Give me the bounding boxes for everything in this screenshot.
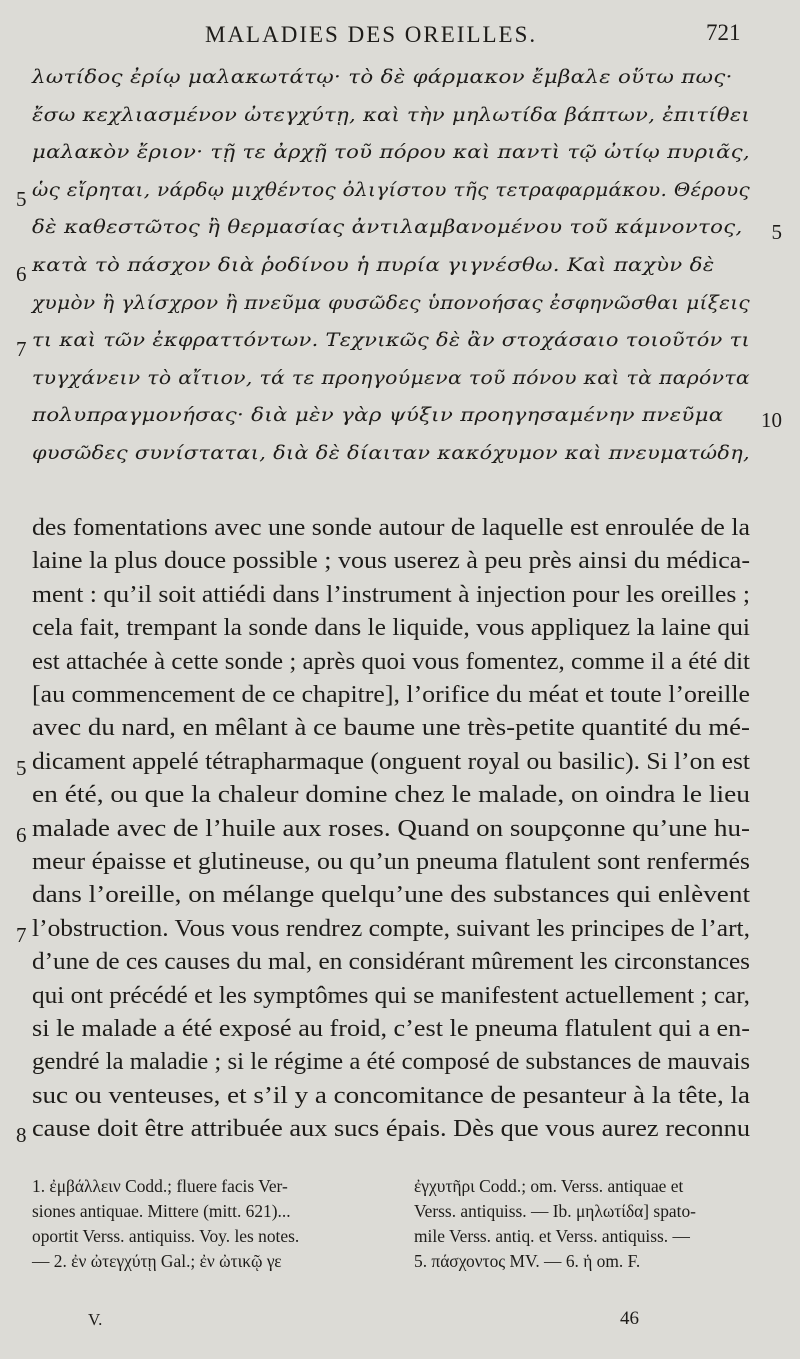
french-line-text: avec du nard, en mêlant à ce baume une très-petite quantité du mé-	[32, 714, 750, 742]
french-line-text: meur épaisse et glutineuse, ou qu’un pneuma flatulent sont renfermés	[32, 848, 751, 875]
line-marker-left: 5	[16, 186, 27, 211]
greek-line-text: ἔσω κεχλιασμένον ὠτεγχύτῃ, καὶ τὴν μηλωτίδα βάπτων, ἐπιτίθει	[32, 103, 750, 126]
french-line-text: ment : qu’il soit attiédi dans l’instrument à injection pour les oreilles ;	[32, 580, 751, 608]
french-line-text: dans l’oreille, on mélange quelqu’une des substances qui enlèvent	[32, 881, 750, 909]
footnotes-left-column	[32, 1176, 402, 1276]
french-line-text: dicament appelé tétrapharmaque (onguent royal ou basilic). Si l’on est	[32, 747, 750, 775]
footnote-line: siones antiquae. Mittere (mitt. 621)...	[32, 1201, 291, 1221]
french-line-text: des fomentations avec une sonde autour de laquelle est enroulée de la	[32, 514, 750, 541]
greek-line	[0, 254, 800, 288]
footnote-line: 5. πάσχοντος MV. — 6. ἡ om. F.	[414, 1251, 641, 1271]
french-line-text: d’une de ces causes du mal, en considérant mûrement les circonstances	[32, 948, 750, 976]
french-line-text: gendré la maladie ; si le régime a été composé de substances de mauvais	[32, 1048, 750, 1076]
greek-line	[0, 292, 800, 326]
greek-line-text: δὲ καθεστῶτος ἢ θερμασίας ἀντιλαμβανομένου τοῦ κάμνοντος,	[32, 216, 743, 239]
french-line	[0, 948, 800, 982]
french-line	[0, 1015, 800, 1049]
greek-line-text: κατὰ τὸ πάσχον διὰ ῥοδίνου ἡ πυρία γιγνέσθω. Καὶ παχὺν δὲ	[32, 254, 715, 276]
line-marker-left: 7	[16, 337, 27, 362]
french-line	[0, 1048, 800, 1082]
french-line-text: si le malade a été exposé au froid, c’est le pneuma flatulent qui a en-	[32, 1015, 750, 1042]
greek-line-text: χυμὸν ἢ γλίσχρον ἢ πνεῦμα φυσῶδες ὑπονοήσας ἐσφηνῶσθαι μίξεις	[32, 291, 750, 314]
greek-line	[0, 66, 800, 100]
french-line-text: suc ou venteuses, et s’il y a concomitance de pesanteur à la tête, la	[32, 1081, 751, 1109]
footnote-line: ἐγχυτῆρι Codd.; om. Verss. antiquae et	[414, 1176, 684, 1196]
greek-line	[0, 104, 800, 138]
line-marker-left: 6	[16, 262, 27, 286]
greek-line	[0, 141, 800, 175]
page-footer	[0, 1306, 800, 1336]
french-line-text: en été, ou que la chaleur domine chez le malade, on oindra le lieu	[32, 781, 750, 809]
french-line-text: laine la plus douce possible ; vous userez à peu près ainsi du médica-	[32, 547, 750, 575]
greek-line-text: λωτίδος ἐρίῳ μαλακωτάτῳ· τὸ δὲ φάρμακον ἔμβαλε οὕτω πως·	[32, 66, 733, 88]
greek-line	[0, 404, 800, 438]
greek-line-text: μαλακὸν ἔριον· τῇ τε ἀρχῇ τοῦ πόρου καὶ παντὶ τῷ ὠτίῳ πυριᾶς,	[32, 141, 750, 164]
running-title: MALADIES DES OREILLES.	[205, 22, 538, 47]
line-marker-left: 5	[16, 755, 27, 780]
greek-line	[0, 329, 800, 363]
french-line-text: cela fait, trempant la sonde dans le liquide, vous appliquez la laine qui	[32, 614, 750, 642]
sheet-number: 46	[620, 1308, 639, 1329]
footnote-line: — 2. ἐν ὠτεγχύτῃ Gal.; ἐν ὠτικῷ γε	[32, 1251, 282, 1271]
french-line	[0, 915, 800, 949]
greek-line	[0, 367, 800, 401]
signature-mark: V.	[88, 1310, 103, 1329]
greek-line-text: τυγχάνειν τὸ αἴτιον, τά τε προηγούμενα τοῦ πόνου καὶ τὰ παρόντα	[32, 366, 750, 389]
french-line	[0, 547, 800, 581]
french-line	[0, 648, 800, 682]
footnote-line: oportit Verss. antiquiss. Voy. les notes.	[32, 1226, 300, 1246]
french-line-text: l’obstruction. Vous vous rendrez compte, suivant les principes de l’art,	[32, 914, 750, 942]
footnotes-right-column	[414, 1176, 784, 1276]
greek-line-text: τι καὶ τῶν ἐκφραττόντων. Τεχνικῶς δὲ ἂν στοχάσαιο τοιοῦτόν τι	[32, 329, 750, 352]
line-marker-left: 6	[16, 822, 27, 847]
french-line	[0, 1082, 800, 1116]
greek-line	[0, 442, 800, 476]
french-line	[0, 1115, 800, 1149]
french-line	[0, 514, 800, 548]
french-line	[0, 581, 800, 615]
running-head	[0, 18, 800, 52]
french-line	[0, 614, 800, 648]
line-marker-right: 10	[761, 408, 782, 433]
page-number: 721	[706, 20, 741, 45]
french-line	[0, 714, 800, 748]
line-marker-right: 5	[771, 220, 782, 245]
french-line	[0, 681, 800, 715]
footnote-line: Verss. antiquiss. — Ib. μηλωτίδα] spato-	[414, 1201, 696, 1221]
greek-line-text: φυσῶδες συνίσταται, διὰ δὲ δίαιταν κακόχυμον καὶ πνευματώδη,	[32, 442, 750, 464]
footnote-line: 1. ἐμβάλλειν Codd.; fluere facis Ver-	[32, 1176, 288, 1196]
greek-line	[0, 216, 800, 250]
french-line-text: cause doit être attribuée aux sucs épais. Dès que vous aurez reconnu	[32, 1115, 750, 1143]
french-line	[0, 748, 800, 782]
greek-line	[0, 179, 800, 213]
footnote-line: mile Verss. antiq. et Verss. antiquiss. —	[414, 1226, 690, 1246]
french-line	[0, 848, 800, 882]
french-line	[0, 881, 800, 915]
french-line-text: [au commencement de ce chapitre], l’orifice du méat et toute l’oreille	[32, 681, 750, 708]
french-line	[0, 815, 800, 849]
line-marker-left: 7	[16, 922, 27, 947]
french-line-text: qui ont précédé et les symptômes qui se manifestent actuellement ; car,	[32, 981, 750, 1009]
french-line-text: malade avec de l’huile aux roses. Quand on soupçonne qu’une hu-	[32, 814, 751, 842]
greek-line-text: ὡς εἴρηται, νάρδῳ μιχθέντος ὀλιγίστου τῆς τετραφαρμάκου. Θέρους	[32, 178, 750, 201]
french-line	[0, 781, 800, 815]
greek-line-text: πολυπραγμονήσας· διὰ μὲν γὰρ ψύξιν προηγησαμένην πνεῦμα	[32, 404, 724, 427]
line-marker-left: 8	[16, 1123, 27, 1148]
french-line	[0, 982, 800, 1016]
french-line-text: est attachée à cette sonde ; après quoi vous fomentez, comme il a été dit	[32, 647, 750, 675]
